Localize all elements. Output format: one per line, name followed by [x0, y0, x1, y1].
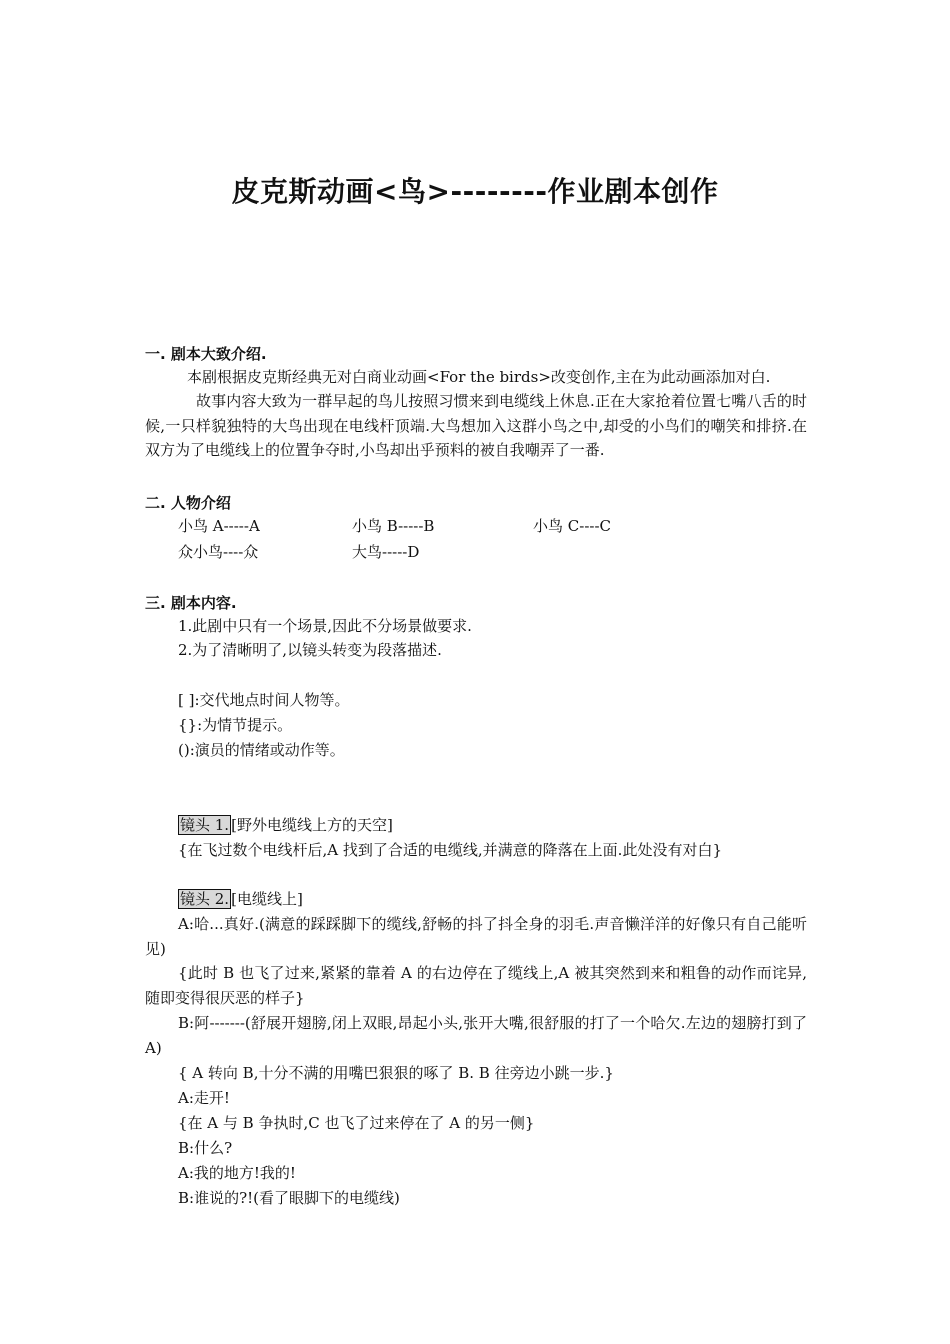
section-1-heading: 一. 剧本大致介绍.	[145, 345, 267, 363]
section-3-heading: 三. 剧本内容.	[145, 594, 237, 612]
dialogue-b-3: B:谁说的?!(看了眼脚下的电缆线)	[178, 1189, 400, 1207]
dialogue-a-1: A:哈...真好.(满意的踩踩脚下的缆线,舒畅的抖了抖全身的羽毛.声音懒洋洋的好像只有自己能听见)	[145, 915, 807, 958]
page-title: 皮克斯动画<鸟>--------作业剧本创作	[231, 175, 719, 208]
legend-parens: ():演员的情绪或动作等。	[178, 741, 345, 759]
shot-1-tag: 镜头 1.	[180, 816, 230, 834]
character-b: 小鸟 B-----B	[352, 517, 435, 535]
dialogue-b-1: B:阿-------(舒展开翅膀,闭上双眼,昂起小头,张开大嘴,很舒服的打了一个哈欠.左边的翅膀打到了 A)	[145, 1014, 807, 1057]
shot-1-heading	[178, 813, 393, 837]
plot-b-arrives: {此时 B 也飞了过来,紧紧的靠着 A 的右边停在了缆线上,A 被其突然到来和粗鲁的动作而诧异,随即变得很厌恶的样子}	[145, 964, 807, 1007]
plot-c-arrives: {在 A 与 B 争执时,C 也飞了过来停在了 A 的另一侧}	[178, 1114, 535, 1132]
legend-braces: {}:为情节提示。	[178, 716, 293, 734]
story-paragraph: 故事内容大致为一群早起的鸟儿按照习惯来到电缆线上休息.正在大家抢着位置七嘴八舌的时候,一只样貌独特的大鸟出现在电线杆顶端.大鸟想加入这群小鸟之中,却受的小鸟们的嘲笑和排挤.在双方为了电缆线上的位置争夺时,小鸟却出乎预料的被自我嘲弄了一番.	[145, 392, 807, 459]
note-2: 2.为了清晰明了,以镜头转变为段落描述.	[178, 641, 442, 659]
shot-2-place: [电缆线上]	[231, 890, 303, 908]
shot-2-heading	[178, 887, 303, 911]
note-1: 1.此剧中只有一个场景,因此不分场景做要求.	[178, 617, 472, 635]
dialogue-b-2: B:什么?	[178, 1139, 233, 1157]
character-d: 大鸟-----D	[352, 543, 420, 561]
legend-brackets: [ ]:交代地点时间人物等。	[178, 691, 350, 709]
intro-paragraph: 本剧根据皮克斯经典无对白商业动画<For the birds>改变创作,主在为此动画添加对白.	[187, 368, 771, 386]
shot-2-tag: 镜头 2.	[180, 890, 230, 908]
dialogue-a-2: A:走开!	[178, 1089, 230, 1107]
shot-1-place: [野外电缆线上方的天空]	[231, 816, 393, 834]
character-crowd: 众小鸟----众	[178, 543, 259, 561]
shot-1-plot: {在飞过数个电线杆后,A 找到了合适的电缆线,并满意的降落在上面.此处没有对白}	[178, 841, 722, 859]
character-a: 小鸟 A-----A	[178, 517, 260, 535]
dialogue-a-3: A:我的地方!我的!	[178, 1164, 296, 1182]
plot-a-pecks-b: { A 转向 B,十分不满的用嘴巴狠狠的啄了 B. B 往旁边小跳一步.}	[178, 1064, 614, 1082]
section-2-heading: 二. 人物介绍	[145, 494, 231, 512]
character-c: 小鸟 C----C	[533, 517, 611, 535]
